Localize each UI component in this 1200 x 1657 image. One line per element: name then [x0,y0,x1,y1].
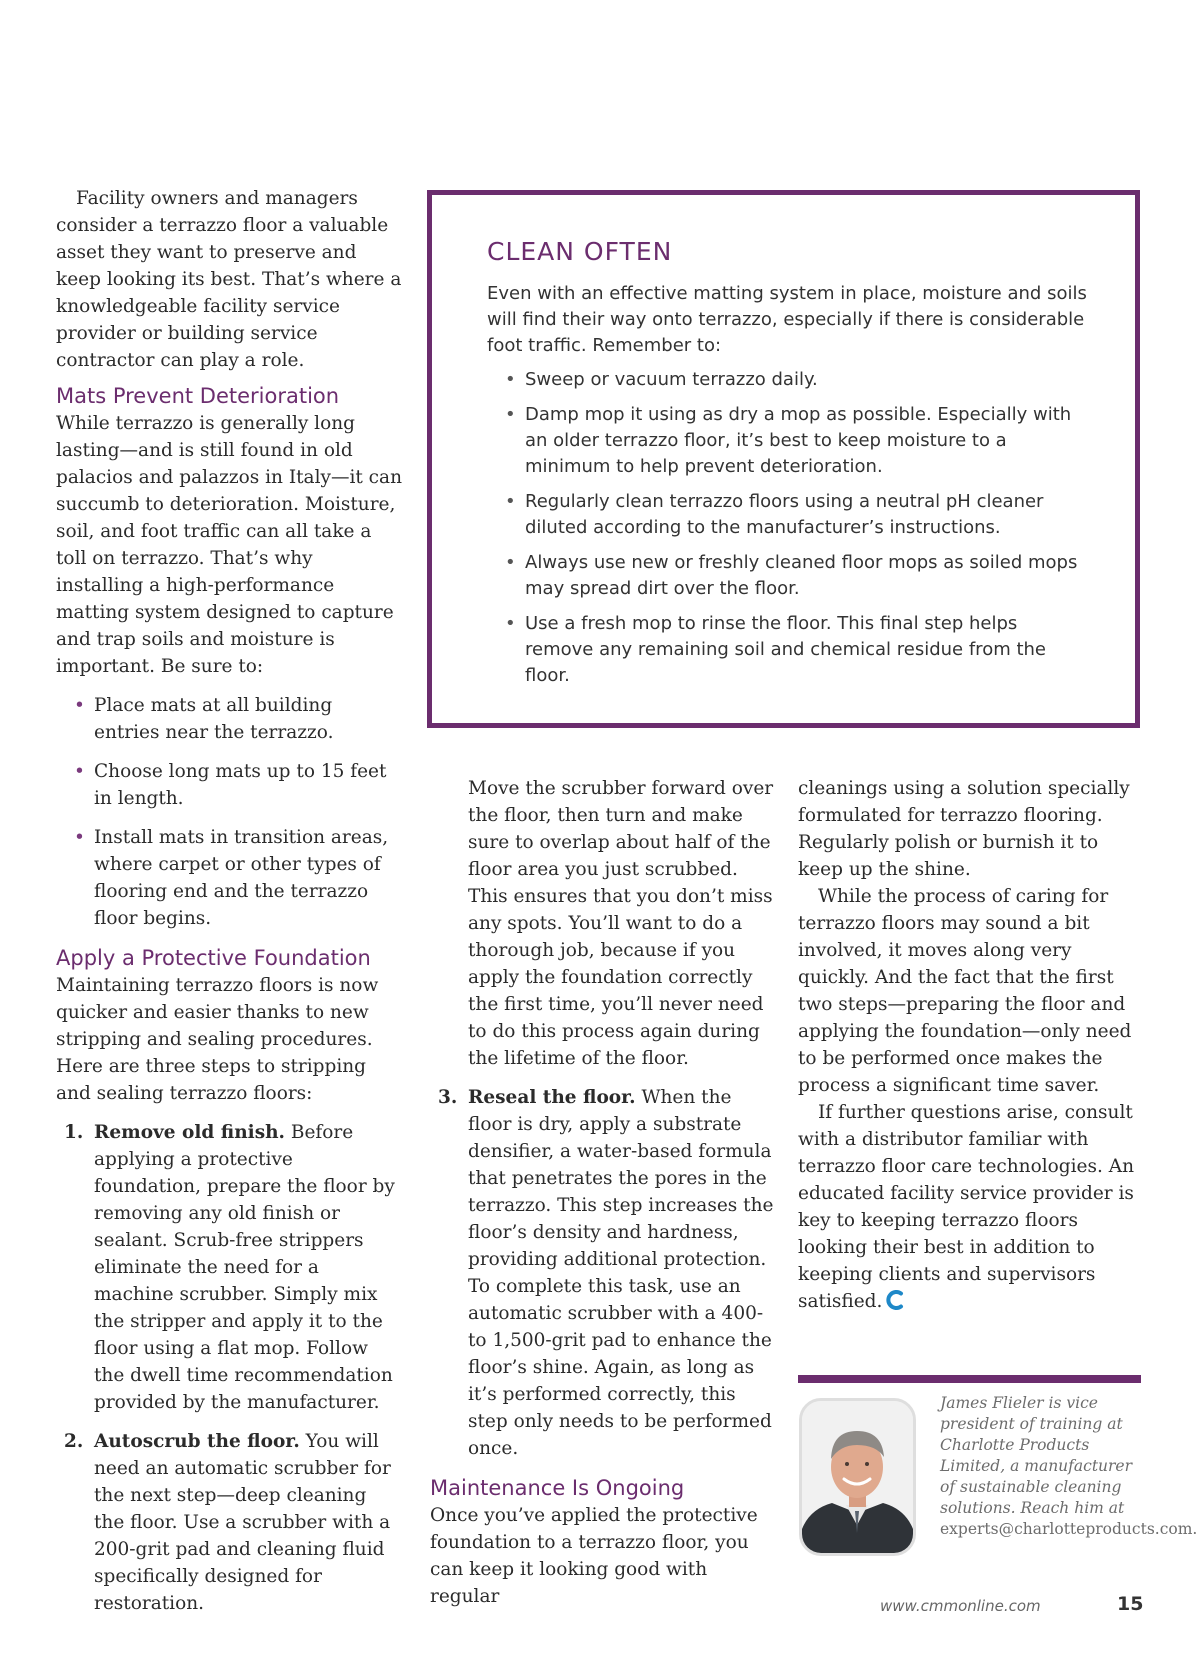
steps-list-continued [430,775,775,1462]
mats-heading: Mats Prevent Deterioration [56,384,340,408]
list-item: • Place mats at all building entries near the terrazzo. [56,692,402,746]
maintenance-paragraph: Once you’ve applied the protective foundation to a terrazzo floor, you can keep it looking good with regular [430,1505,758,1607]
box-bullet-list [487,367,1087,689]
bio-email: experts@charlotteproducts.com. [940,1520,1198,1538]
step-lead: Autoscrub the floor. [94,1431,300,1452]
step-item [56,1119,402,1416]
step-continued [430,775,775,1072]
right-paragraph: While the process of caring for terrazzo floors may sound a bit involved, it moves along very quickly. And the fact that the first two steps—preparing the floor and applying the foundation—only need to be performed once makes the process a significant time saver. [798,886,1132,1096]
list-item: • Install mats in transition areas, where carpet or other types of flooring end and the terrazzo floor begins. [56,824,402,932]
mats-paragraph: While terrazzo is generally long lasting—and is still found in old palacios and palazzos in Italy—it can succumb to deterioration. Moisture, soil, and foot traffic can all take a toll on terrazzo. That’s why installing a high-performance matting system designed to capture and trap soils and moisture is important. Be sure to: [56,413,402,677]
list-item: • Use a fresh mop to rinse the floor. This final step helps remove any remaining soil and chemical residue from the floor. [487,611,1087,689]
bio-text: James Flieler is vice president of training at Charlotte Products Limited, a manufacturer of sustainable cleaning solutions. Reach him at [940,1394,1133,1517]
list-item: • Sweep or vacuum terrazzo daily. [487,367,1087,393]
right-paragraph: cleanings using a solution specially formulated for terrazzo flooring. Regularly polish or burnish it to keep up the shine. [798,778,1130,880]
list-item: • Choose long mats up to 15 feet in length. [56,758,402,812]
box-title: CLEAN OFTEN [487,237,673,266]
foundation-heading: Apply a Protective Foundation [56,946,371,970]
right-column [798,775,1144,1315]
intro-paragraph: Facility owners and managers consider a terrazzo floor a valuable asset they want to preserve and keep looking its best. That’s where a knowledgeable facility service provider or building service contractor can play a role. [56,188,402,371]
step-lead: Remove old finish. [94,1122,285,1143]
step-item [56,1428,402,1617]
clean-often-box [427,190,1140,728]
left-column [56,185,402,1617]
mats-bullet-list [56,692,402,932]
step-number: 3. [438,1087,458,1108]
closing-text: If further questions arise, consult with a distributor familiar with terrazzo floor care technologies. An educated facility service provider is key to keeping terrazzo floors looking their best in addition to keeping clients and supervisors satisfied. [798,1102,1135,1312]
end-mark-icon [886,1290,904,1310]
right-paragraph [798,1099,1144,1315]
box-body [487,281,1087,698]
page-number: 15 [1117,1593,1144,1615]
list-item: • Regularly clean terrazzo floors using a neutral pH cleaner diluted according to the manufacturer’s instructions. [487,489,1087,541]
step-number: 1. [64,1122,84,1143]
footer-url: www.cmmonline.com [880,1597,1041,1615]
steps-list [56,1119,402,1617]
step-lead: Reseal the floor. [468,1087,636,1108]
middle-column [430,775,775,1610]
box-intro: Even with an effective matting system in place, moisture and soils will find their way onto terrazzo, especially if there is considerable foot traffic. Remember to: [487,283,1087,356]
step-text: Move the scrubber forward over the floor, then turn and make sure to overlap about half of the floor area you just scrubbed. This ensures that you don’t miss any spots. You’ll want to do a thorough job, because if you apply the foundation correctly the first time, you’ll never need to do this process again during the lifetime of the floor. [468,778,774,1069]
author-portrait-icon [802,1401,913,1553]
author-bio [940,1393,1198,1540]
maintenance-heading: Maintenance Is Ongoing [430,1476,685,1500]
step-text: When the floor is dry, apply a substrate densifier, a water-based formula that penetrates the pores in the terrazzo. This step increases the floor’s density and hardness, providing additional protection. To complete this task, use an automatic scrubber with a 400- to 1,500-grit pad to enhance the floor’s shine. Again, as long as it’s performed correctly, this step only needs to be performed once. [468,1087,774,1459]
step-number: 2. [64,1431,84,1452]
bio-divider [798,1375,1141,1383]
list-item: • Damp mop it using as dry a mop as possible. Especially with an older terrazzo floor, it’s best to keep moisture to a minimum to help prevent deterioration. [487,402,1087,480]
step-text: Before applying a protective foundation, prepare the floor by removing any old finish or sealant. Scrub-free strippers eliminate the need for a machine scrubber. Simply mix the stripper and apply it to the floor using a flat mop. Follow the dwell time recommendation provided by the manufacturer. [94,1122,395,1413]
author-photo [799,1398,916,1556]
foundation-paragraph: Maintaining terrazzo floors is now quicker and easier thanks to new stripping and sealing procedures. Here are three steps to stripping and sealing terrazzo floors: [56,975,379,1104]
step-item [430,1084,775,1462]
step-text: You will need an automatic scrubber for the next step—deep cleaning the floor. Use a scrubber with a 200-grit pad and cleaning fluid specifically designed for restoration. [94,1431,391,1614]
list-item: • Always use new or freshly cleaned floor mops as soiled mops may spread dirt over the floor. [487,550,1087,602]
